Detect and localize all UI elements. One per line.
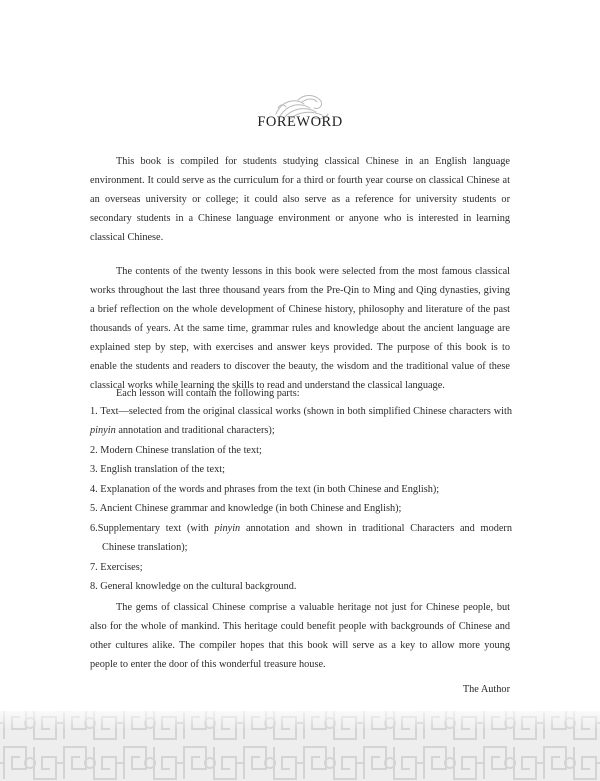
list-intro: Each lesson will contain the following parts: [116, 388, 300, 399]
list-item: 3. English translation of the text; [90, 464, 225, 476]
page-title: FOREWORD [257, 114, 343, 130]
decorative-border-pattern-icon [0, 703, 600, 781]
list-item: 4. Explanation of the words and phrases from the text (in both Chinese and English); [90, 483, 440, 495]
list-item: 5. Ancient Chinese grammar and knowledge (in both Chinese and English); [90, 503, 402, 515]
contents-paragraph: The contents of the twenty lessons in this book were selected from the most famous classical works throughout the last three thousand years from the Pre-Qin to Ming and Qing dynasties, giving a brief reflection on the whole development of Chinese history, philosophy and literature of the past thousands of years. At the same time, grammar rules and knowledge about the ancient language are explained step by step, with exercises and answer keys provided. The purpose of this book is to enable the students and readers to discover the beauty, the wisdom and the traditional value of these classical works while learning the skills to read and understand the classical language. [90, 266, 510, 391]
author-signature: The Author [462, 684, 510, 695]
list-item: 7. Exercises; [90, 561, 143, 573]
list-item: 2. Modern Chinese translation of the text; [90, 444, 262, 456]
list-item: 1. Text—selected from the original classical works (shown in both simplified Chinese characters with pinyin annotation and traditional characters); [90, 406, 513, 436]
intro-paragraph: This book is compiled for students studying classical Chinese in an English language environment. It could serve as the curriculum for a third or fourth year course on classical Chinese at an overseas university or college; it could also serve as a reference for university students or secondary students in a Chinese language environment or anyone who is interested in learning classical Chinese. [90, 156, 510, 243]
list-item: 6.Supplementary text (with pinyin annotation and shown in traditional Characters and modern Chinese translation); [90, 522, 513, 553]
closing-paragraph: The gems of classical Chinese comprise a valuable heritage not just for Chinese people, but also for the whole of mankind. This heritage could benefit people with backgrounds of Chinese and other cultures alike. The compiler hopes that this book will serve as a key to allow more young people to enter the door of this wonderful treasure house. [90, 602, 510, 670]
lesson-parts-list [90, 402, 512, 597]
list-item: 8. General knowledge on the cultural background. [90, 581, 297, 593]
